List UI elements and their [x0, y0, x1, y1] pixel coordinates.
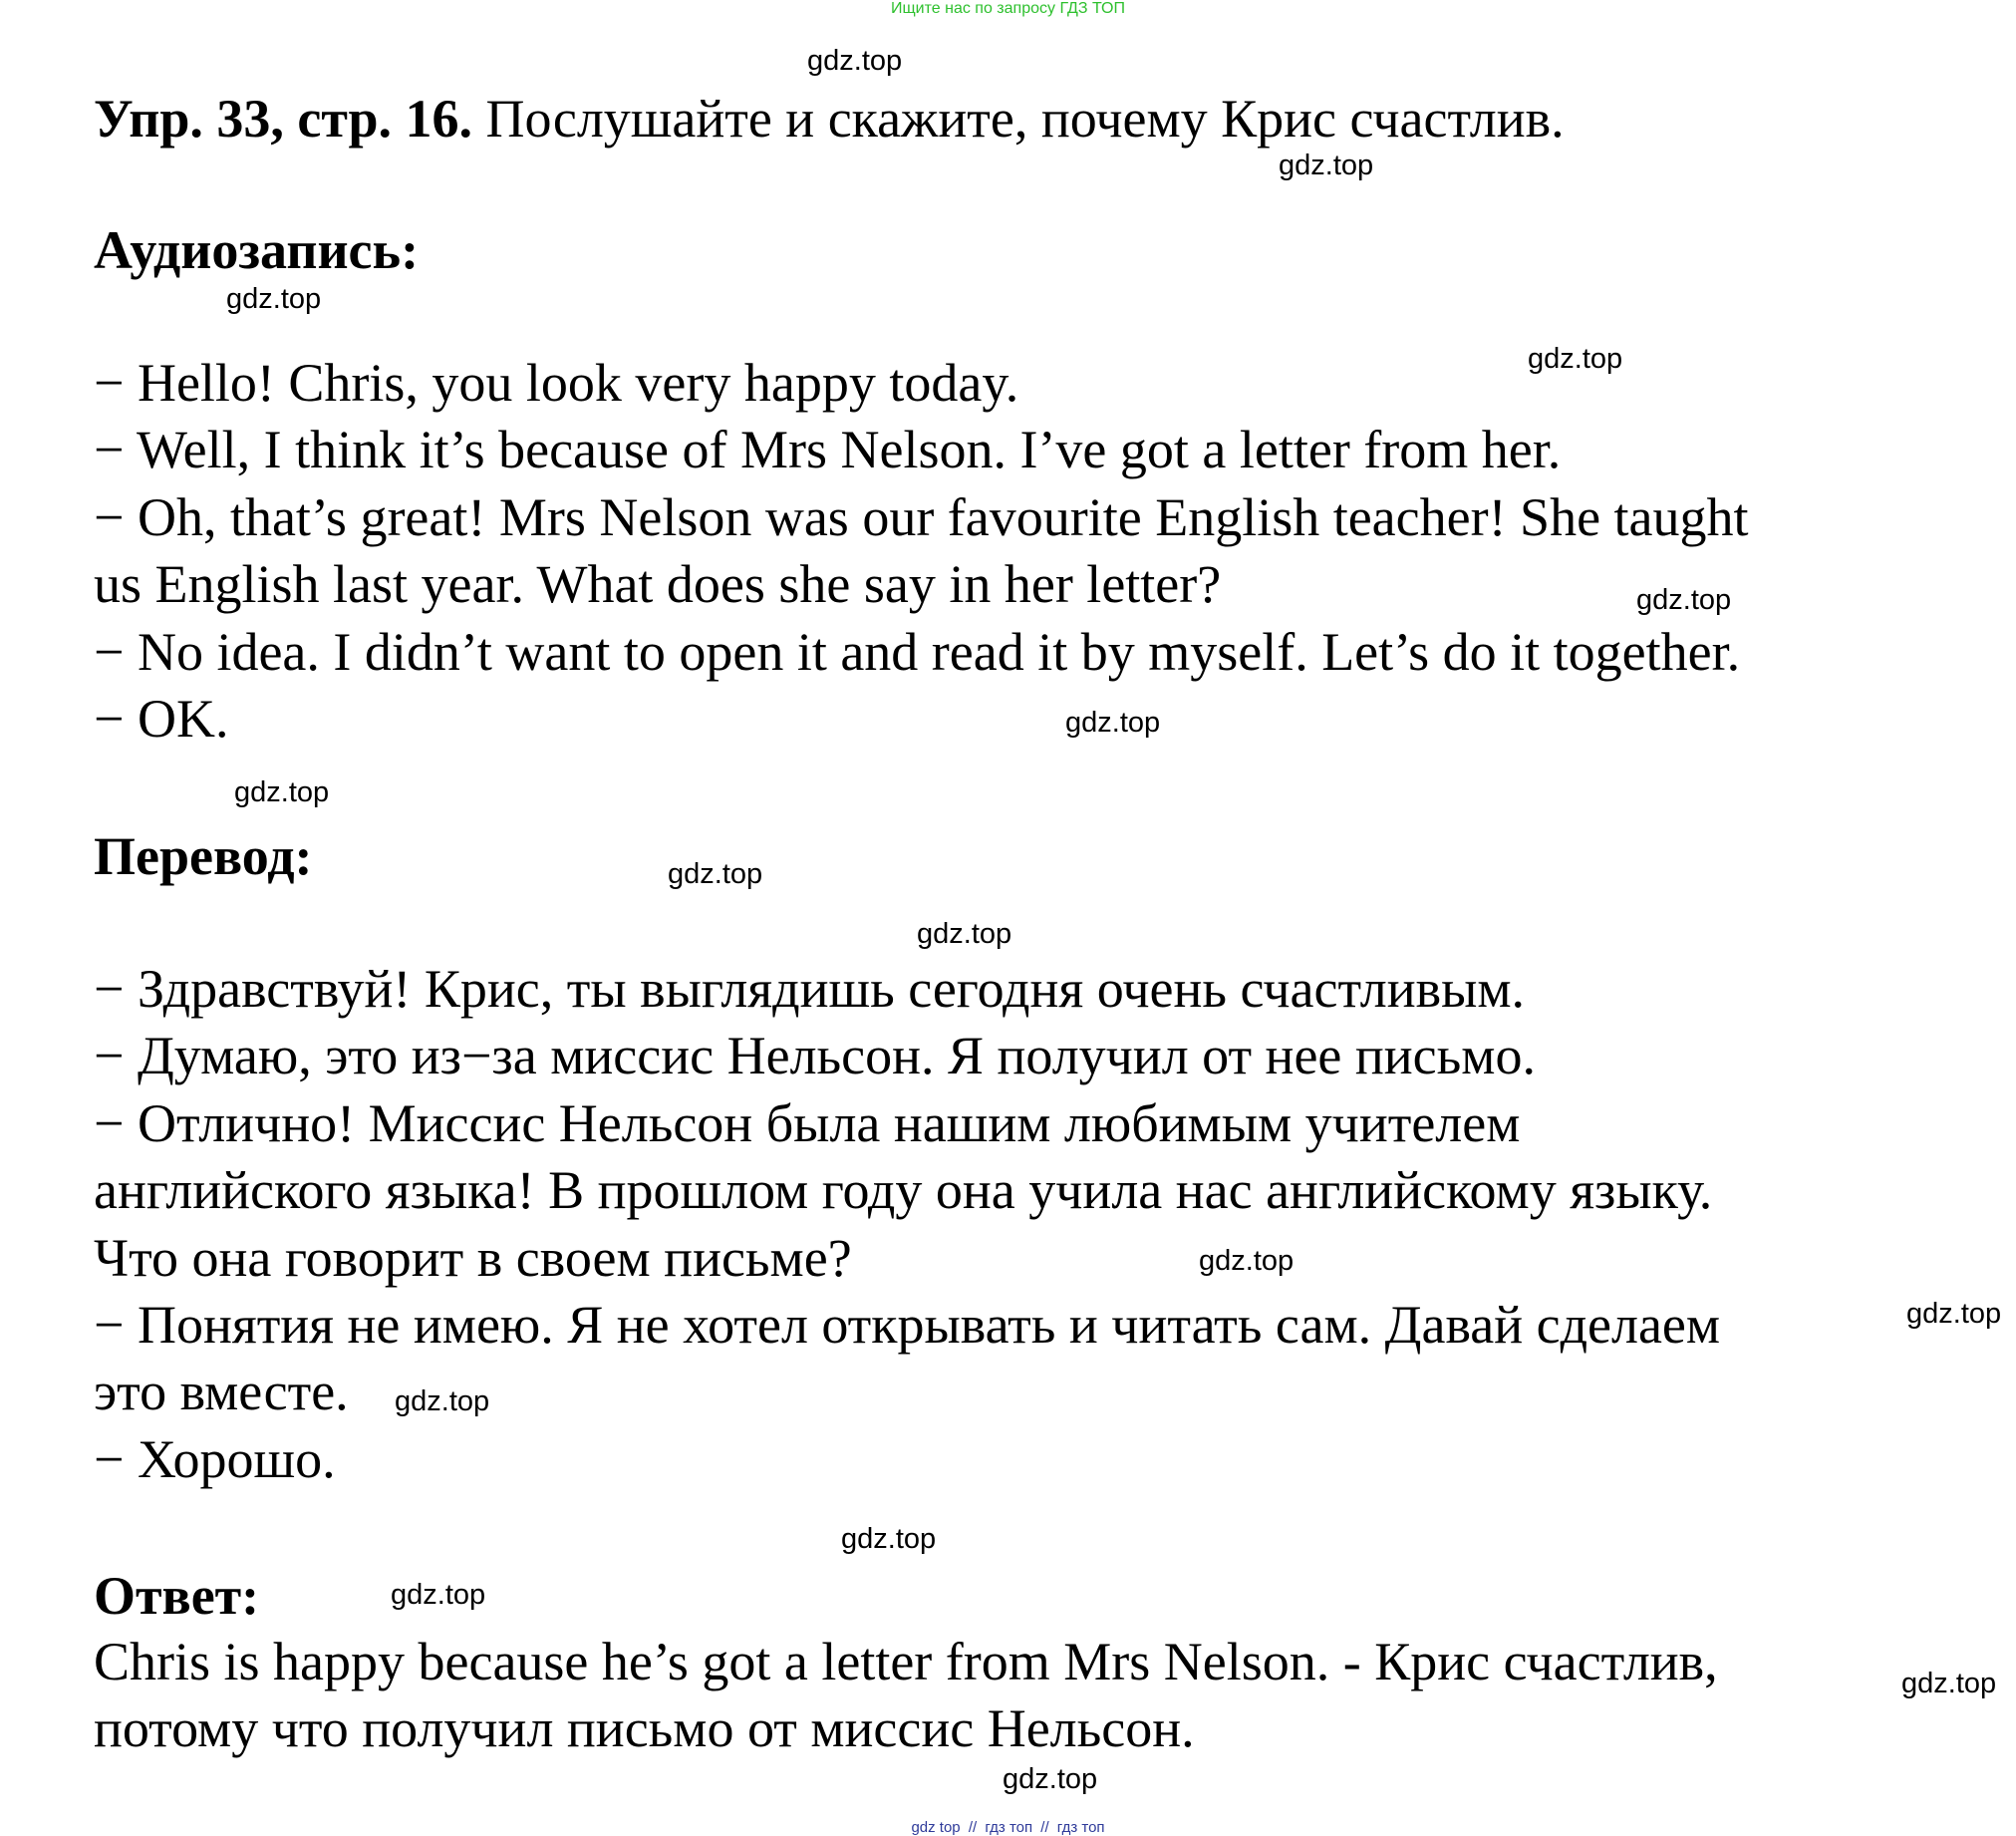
translation-line: − Думаю, это из−за миссис Нельсон. Я получил от нее письмо.	[94, 1026, 1536, 1085]
watermark: gdz.top	[395, 1385, 490, 1417]
watermark: gdz.top	[1636, 584, 1732, 616]
translation-line: − Хорошо.	[94, 1429, 336, 1489]
watermark: gdz.top	[391, 1579, 486, 1611]
exercise-title	[94, 89, 1565, 149]
translation-line: английского языка! В прошлом году она учила нас английскому языку.	[94, 1160, 1713, 1220]
answer-heading: Ответ:	[94, 1566, 260, 1626]
watermark: gdz.top	[917, 918, 1012, 950]
audio-line: − Well, I think it’s because of Mrs Nelson. I’ve got a letter from her.	[94, 420, 1562, 479]
footer-item: gdz top	[911, 1819, 961, 1836]
watermark: gdz.top	[668, 858, 763, 890]
watermark: gdz.top	[226, 283, 322, 315]
watermark: gdz.top	[1199, 1245, 1295, 1277]
audio-line: − Oh, that’s great! Mrs Nelson was our favourite English teacher! She taught	[94, 487, 1749, 547]
footer-item: гдз топ	[985, 1819, 1033, 1836]
watermark: gdz.top	[841, 1523, 937, 1555]
audio-line: − No idea. I didn’t want to open it and read it by myself. Let’s do it together.	[94, 622, 1741, 682]
watermark: gdz.top	[1901, 1668, 1997, 1699]
audio-heading: Аудиозапись:	[94, 220, 420, 280]
translation-line: Что она говорит в своем письме?	[94, 1228, 852, 1288]
watermark: gdz.top	[1065, 707, 1161, 739]
translation-line: − Понятия не имею. Я не хотел открывать и читать сам. Давай сделаем	[94, 1295, 1721, 1355]
audio-line: us English last year. What does she say in her letter?	[94, 554, 1222, 614]
exercise-instruction: Послушайте и скажите, почему Крис счастлив.	[485, 89, 1565, 149]
translation-line: это вместе.	[94, 1362, 349, 1421]
translation-line: − Здравствуй! Крис, ты выглядишь сегодня очень счастливым.	[94, 959, 1526, 1019]
watermark: gdz.top	[807, 45, 903, 77]
translation-heading: Перевод:	[94, 826, 313, 886]
answer-line: Chris is happy because he’s got a letter from Mrs Nelson. - Крис счастлив,	[94, 1632, 1718, 1691]
answer-line: потому что получил письмо от миссис Нельсон.	[94, 1698, 1195, 1758]
watermark: gdz.top	[234, 776, 330, 808]
translation-line: − Отлично! Миссис Нельсон была нашим любимым учителем	[94, 1093, 1521, 1153]
watermark: gdz.top	[1528, 343, 1623, 375]
audio-line: − OK.	[94, 689, 229, 749]
footer-separator: //	[1040, 1819, 1049, 1836]
footer	[0, 1819, 2016, 1836]
watermark: gdz.top	[1003, 1763, 1098, 1795]
footer-item: гдз топ	[1056, 1819, 1105, 1836]
exercise-number: Упр. 33, стр. 16.	[94, 89, 473, 149]
footer-separator: //	[968, 1819, 978, 1836]
watermark: gdz.top	[1906, 1298, 2002, 1330]
audio-line: − Hello! Chris, you look very happy today.	[94, 353, 1019, 413]
watermark: gdz.top	[1279, 150, 1374, 181]
top-banner: Ищите нас по запросу ГДЗ ТОП	[891, 0, 1125, 17]
